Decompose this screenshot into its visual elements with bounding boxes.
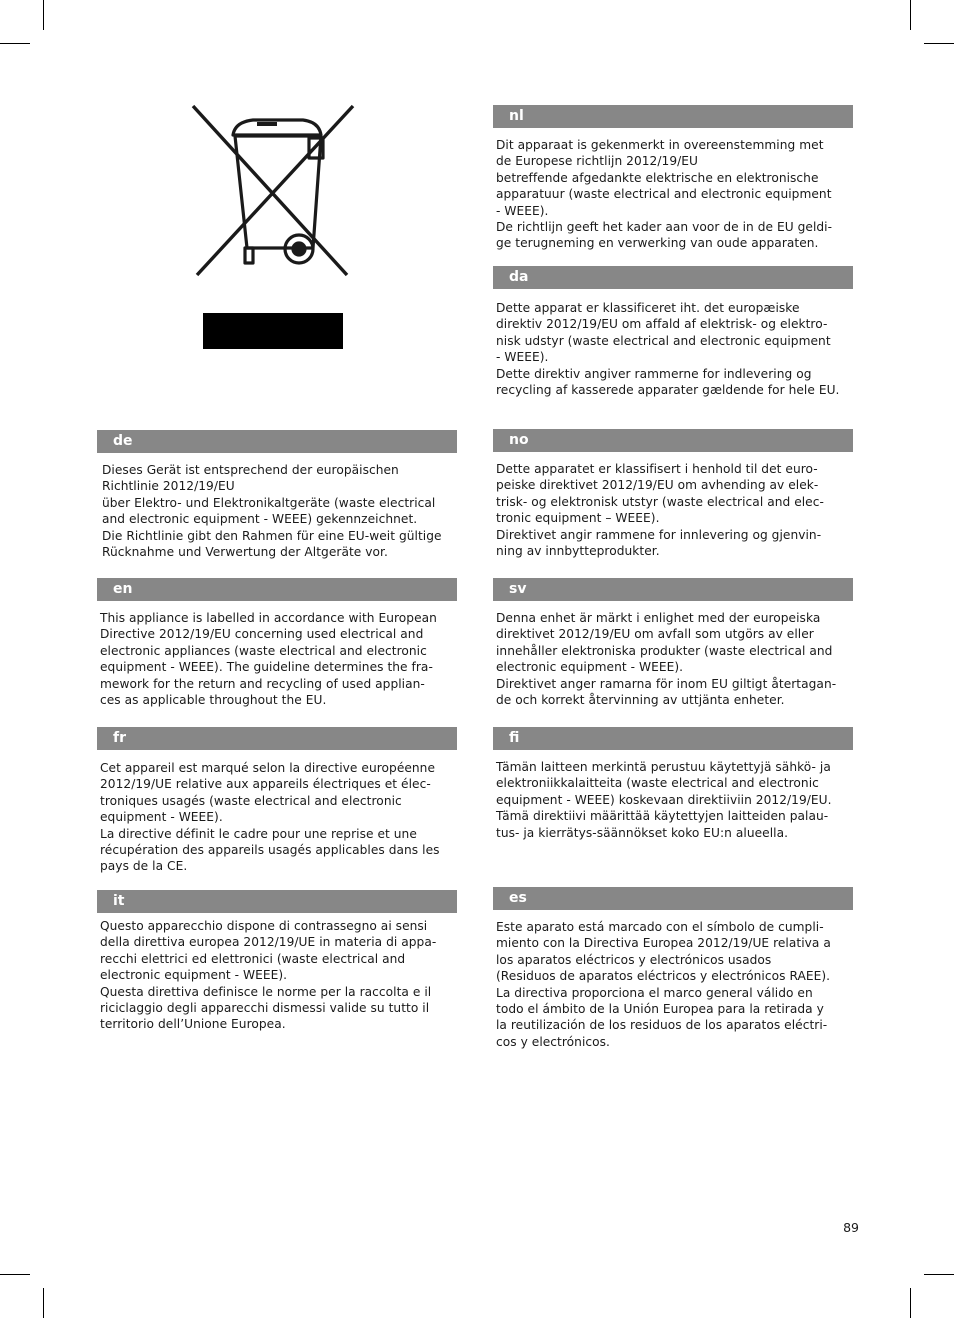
section-no	[493, 429, 853, 559]
text-line: miento con la Directiva Europea 2012/19/UE relativa a	[496, 936, 831, 951]
text-line: De richtlijn geeft het kader aan voor de in de EU geldi-	[496, 220, 833, 235]
language-header: fr	[97, 727, 457, 750]
text-line: equipment - WEEE).	[100, 810, 223, 825]
text-line: Rücknahme und Verwertung der Altgeräte vor.	[102, 545, 388, 560]
language-header: nl	[493, 105, 853, 128]
text-line: Direktivet angir rammene for innlevering og gjenvin-	[496, 527, 822, 542]
text-line: - WEEE).	[496, 350, 549, 365]
text-line: and electronic equipment - WEEE) gekennzeichnet.	[102, 512, 418, 527]
crop-mark	[0, 43, 30, 44]
text-line: Dit apparaat is gekenmerkt in overeenstemming met	[496, 138, 824, 152]
text-line: innehåller elektroniska produkter (waste electrical and	[496, 643, 833, 658]
text-line: trisk- og elektronisk utstyr (waste electrical and elec-	[496, 494, 824, 509]
text-line: This appliance is labelled in accordance with European	[100, 611, 437, 625]
language-header: da	[493, 266, 853, 289]
text-line: territorio dell’Unione Europea.	[100, 1017, 286, 1032]
section-it	[97, 890, 457, 1033]
text-line: equipment - WEEE) koskevaan direktiiviin 2012/19/EU.	[496, 792, 832, 807]
text-line: direktivet 2012/19/EU om avfall som utgörs av eller	[496, 627, 814, 642]
section-text	[493, 137, 853, 252]
section-text	[493, 919, 853, 1050]
section-text	[97, 918, 457, 1033]
text-line: Cet appareil est marqué selon la directive européenne	[100, 761, 436, 775]
text-line: della direttiva europea 2012/19/UE in materia di appa-	[100, 935, 437, 950]
section-en	[97, 578, 457, 708]
language-header: no	[493, 429, 853, 452]
text-line: elektroniikkalaitteita (waste electrical and electronic	[496, 776, 819, 791]
text-line: la reutilización de los residuos de los aparatos eléctri-	[496, 1018, 828, 1033]
text-line: direktiv 2012/19/EU om affald af elektrisk- og elektro-	[496, 317, 828, 332]
text-line: 2012/19/UE relative aux appareils électriques et élec-	[100, 777, 431, 792]
section-text	[493, 461, 853, 559]
text-line: Richtlinie 2012/19/EU	[102, 479, 235, 494]
text-line: Die Richtlinie gibt den Rahmen für eine EU-weit gültige	[102, 528, 442, 543]
text-line: riciclaggio degli apparecchi dismessi valide su tutto il	[100, 1001, 430, 1016]
text-line: electronic equipment - WEEE).	[496, 660, 684, 675]
text-line: recchi elettrici ed elettronici (waste electrical and	[100, 951, 406, 966]
section-text	[493, 610, 853, 708]
language-header: sv	[493, 578, 853, 601]
text-line: Tämä direktiivi määrittää käytettyjen laitteiden palau-	[496, 809, 829, 824]
section-text	[493, 759, 853, 841]
text-line: Questa direttiva definisce le norme per la raccolta e il	[100, 984, 432, 999]
text-line: electronic equipment - WEEE).	[100, 968, 288, 983]
text-line: mework for the return and recycling of used applian-	[100, 676, 425, 691]
section-text	[97, 462, 457, 560]
text-line: equipment - WEEE). The guideline determines the fra-	[100, 660, 433, 675]
text-line: troniques usagés (waste electrical and electronic	[100, 793, 402, 808]
text-line: über Elektro- und Elektronikaltgeräte (waste electrical	[102, 495, 436, 510]
text-line: cos y electrónicos.	[496, 1034, 610, 1049]
section-text	[97, 760, 457, 875]
section-de	[97, 430, 457, 560]
text-line: pays de la CE.	[100, 859, 188, 874]
text-line: ge terugneming en verwerking van oude apparaten.	[496, 236, 819, 251]
section-fr	[97, 727, 457, 875]
crop-mark	[43, 1288, 44, 1318]
section-text	[493, 300, 853, 398]
text-line: La directive définit le cadre pour une reprise et une	[100, 826, 417, 841]
section-fi	[493, 727, 853, 841]
text-line: ces as applicable throughout the EU.	[100, 693, 327, 708]
text-line: recycling af kasserede apparater gældende for hele EU.	[496, 383, 840, 398]
language-header: en	[97, 578, 457, 601]
text-line: tus- ja kierrätys-säännökset koko EU:n alueella.	[496, 825, 789, 840]
text-line: Directive 2012/19/EU concerning used electrical and	[100, 627, 424, 642]
text-line: Dette apparat er klassificeret iht. det europæiske	[496, 301, 800, 315]
text-line: todo el ámbito de la Unión Europea para la retirada y	[496, 1002, 824, 1017]
language-header: it	[97, 890, 457, 913]
text-line: Dieses Gerät ist entsprechend der europäischen	[102, 463, 399, 477]
section-da	[493, 266, 853, 398]
crop-mark	[43, 0, 44, 30]
page-number: 89	[843, 1220, 859, 1235]
section-sv	[493, 578, 853, 708]
text-line: - WEEE).	[496, 203, 549, 218]
section-nl	[493, 105, 853, 252]
text-line: betreffende afgedankte elektrische en elektronische	[496, 170, 819, 185]
crop-mark	[0, 1274, 30, 1275]
text-line: de Europese richtlijn 2012/19/EU	[496, 154, 699, 169]
text-line: Este aparato está marcado con el símbolo de cumpli-	[496, 920, 824, 934]
text-line: La directiva proporciona el marco general válido en	[496, 985, 813, 1000]
text-line: (Residuos de aparatos eléctricos y electrónicos RAEE).	[496, 969, 831, 984]
crop-mark	[924, 1274, 954, 1275]
section-text	[97, 610, 457, 708]
text-line: de och korrekt återvinning av uttjänta enheter.	[496, 693, 785, 708]
text-line: Tämän laitteen merkintä perustuu käytettyjä sähkö- ja	[496, 760, 831, 774]
text-line: Questo apparecchio dispone di contrassegno ai sensi	[100, 919, 428, 933]
crop-mark	[910, 0, 911, 30]
text-line: apparatuur (waste electrical and electronic equipment	[496, 187, 832, 202]
language-header: es	[493, 887, 853, 910]
text-line: los aparatos eléctricos y electrónicos usados	[496, 952, 772, 967]
section-es	[493, 887, 853, 1050]
text-line: ning av innbytteprodukter.	[496, 544, 660, 559]
text-line: Dette direktiv angiver rammerne for indlevering og	[496, 366, 812, 381]
text-line: tronic equipment – WEEE).	[496, 511, 660, 526]
text-line: Dette apparatet er klassifisert i henhold til det euro-	[496, 462, 818, 476]
text-line: Denna enhet är märkt i enlighet med der europeiska	[496, 611, 821, 625]
text-line: Direktivet anger ramarna för inom EU giltigt återtagan-	[496, 676, 837, 691]
text-line: electronic appliances (waste electrical and electronic	[100, 643, 427, 658]
language-header: fi	[493, 727, 853, 750]
text-line: peiske direktivet 2012/19/EU om avhending av elek-	[496, 478, 819, 493]
crop-mark	[924, 43, 954, 44]
crossed-out-wheelie-bin-icon	[185, 100, 360, 352]
crop-mark	[910, 1288, 911, 1318]
weee-symbol	[185, 100, 360, 352]
text-line: récupération des appareils usagés applicables dans les	[100, 843, 440, 858]
text-line: nisk udstyr (waste electrical and electronic equipment	[496, 333, 831, 348]
language-header: de	[97, 430, 457, 453]
